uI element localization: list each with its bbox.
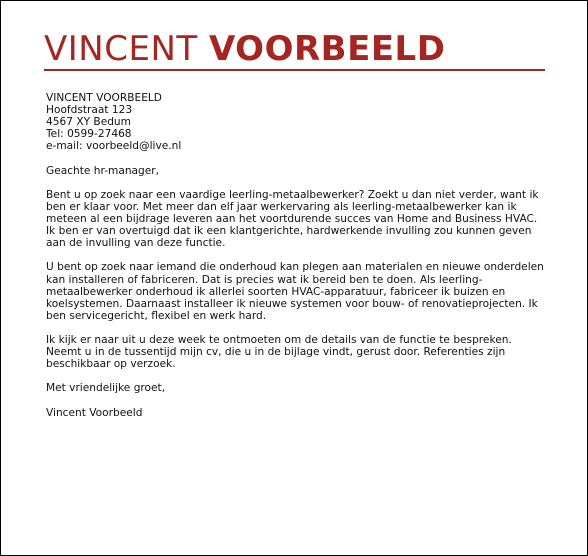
address-line: 4567 XY Bedum xyxy=(46,116,131,129)
address-line: Hoofdstraat 123 xyxy=(46,104,133,117)
letter-body xyxy=(46,80,546,431)
address-line: Tel: 0599-27468 xyxy=(46,128,132,141)
body-paragraph: U bent op zoek naar iemand die onderhoud kan plegen aan materialen en nieuwe onderdelen kan installeren of fabriceren. Dat is precies wat ik bereid ben te doen. Als leerling-metaalbewerker onderhoud ik allerlei soorten HVAC-apparatuur, fabriceer ik buizen en koelsystemen. Daarnaast installeer ik nieuwe systemen voor bouw- of renovatieprojecten. Ik ben servicegericht, flexibel en werk hard. xyxy=(46,261,544,322)
body-paragraph: Ik kijk er naar uit u deze week te ontmoeten om de details van de functie te bespreken. Neemt u in de tussentijd mijn cv, die u in de bijlage vindt, gerust door. Referenties zijn beschikbaar op verzoek. xyxy=(46,333,512,371)
signature: Vincent Voorbeeld xyxy=(46,406,143,419)
closing: Met vriendelijke groet, xyxy=(46,382,166,395)
header-last-name: VOORBEELD xyxy=(208,29,446,69)
body-paragraph: Bent u op zoek naar een vaardige leerling-metaalbewerker? Zoekt u dan niet verder, want ik ben er klaar voor. Met meer dan elf jaar werkervaring als leerling-metaalbewerker kan ik meteen al een bijdrage leveren aan het voortdurende succes van Home and Business HVAC. Ik ben er van overtuigd dat ik een klantgerichte, hardwerkende invulling zou kunnen geven aan de invulling van deze functie. xyxy=(46,188,539,250)
address-line: e-mail: voorbeeld@live.nl xyxy=(46,140,182,153)
address-line: VINCENT VOORBEELD xyxy=(46,92,162,105)
salutation: Geachte hr-manager, xyxy=(46,164,159,177)
header-first-name: VINCENT xyxy=(44,29,198,69)
header-divider xyxy=(44,69,545,71)
letter-header xyxy=(44,29,445,69)
